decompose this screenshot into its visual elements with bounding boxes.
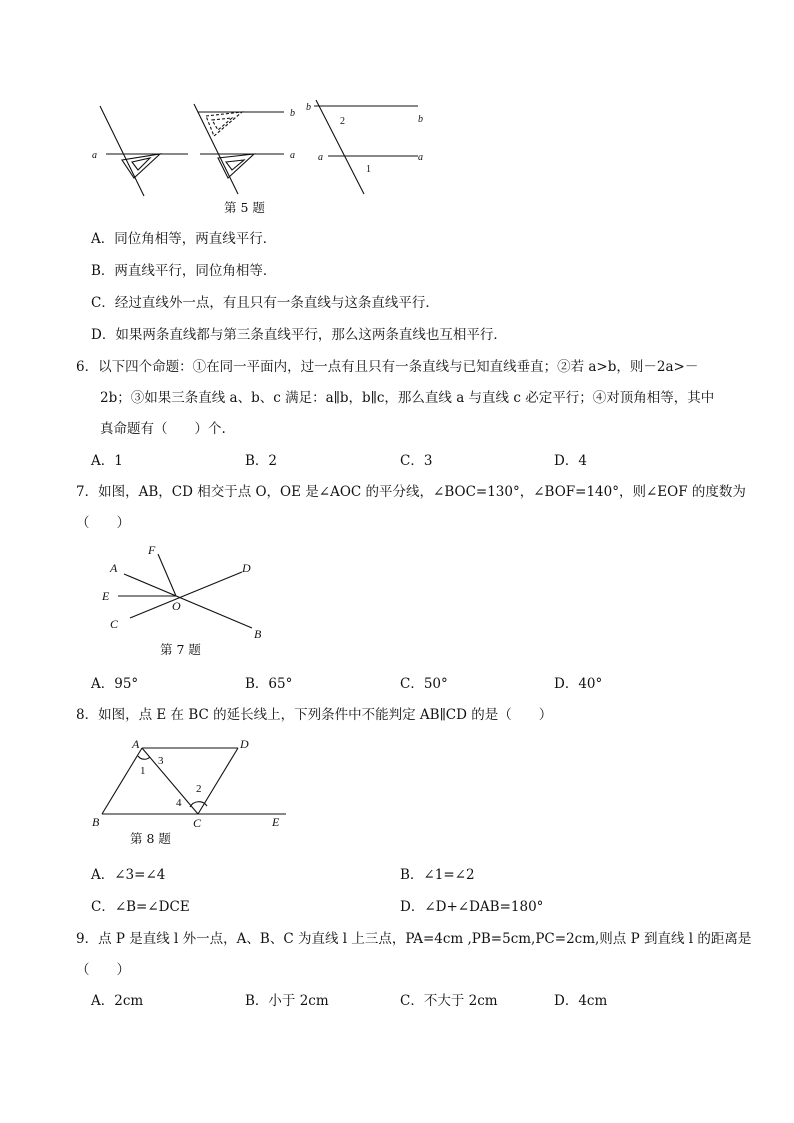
q9-stem-line-2: （ ） [76,962,130,978]
q8-label-D: D [240,737,249,751]
q7-option-d: D．40° [554,676,603,692]
q7-label-A: A [110,561,118,575]
q7-stem-line-1: 7．如图，AB，CD 相交于点 O，OE 是∠AOC 的平分线，∠BOC=130°，∠BOF=140°，则∠EOF 的度数为 [76,484,746,500]
q8-figure [88,734,294,832]
q5-label-a-3-right: a [418,152,423,163]
q7-figure [96,538,276,642]
q7-option-b: B．65° [245,676,293,692]
q5-angle-2: 2 [340,116,345,127]
q8-option-c: C．∠B=∠DCE [91,899,190,915]
q6-option-c: C．3 [400,453,433,469]
q5-label-a-1: a [92,150,97,161]
q8-figure-caption: 第 8 题 [130,831,171,846]
q5-label-b-3-right: b [418,114,423,125]
q7-label-C: C [110,617,119,631]
q5-option-a: A．同位角相等，两直线平行． [91,231,277,247]
q9-option-d: D．4cm [554,993,608,1009]
q7-label-B: B [254,627,262,641]
q8-angle-2: 2 [196,783,202,795]
q9-stem-line-1: 9．点 P 是直线 l 外一点，A、B、C 为直线 l 上三点，PA=4cm ,PB=5cm,PC=2cm,则点 P 到直线 l 的距离是 [76,931,752,947]
q7-label-O: O [172,599,181,613]
q6-option-a: A．1 [91,453,123,469]
q7-stem-line-2: （ ） [76,515,130,531]
q8-option-b: B．∠1=∠2 [400,867,475,883]
q7-option-c: C．50° [400,676,448,692]
q9-option-b: B．小于 2cm [245,993,329,1009]
q5-label-a-2: a [290,150,295,161]
q8-angle-3: 3 [158,755,164,767]
q8-label-C: C [193,816,202,830]
q6-stem-line-1: 6．以下四个命题：①在同一平面内，过一点有且只有一条直线与已知直线垂直；②若 a>b，则－2a>－ [76,359,699,375]
q6-stem-line-2: 2b；③如果三条直线 a、b、c 满足：a∥b，b∥c，那么直线 a 与直线 c 必定平行；④对顶角相等，其中 [100,390,715,406]
q7-label-D: D [242,561,251,575]
q8-label-A: A [132,737,140,751]
q5-label-b-3-left: b [306,102,311,113]
q5-option-d: D．如果两条直线都与第三条直线平行，那么这两条直线也互相平行． [91,327,507,343]
q7-label-F: F [148,543,156,557]
q8-stem-line-1: 8．如图，点 E 在 BC 的延长线上，下列条件中不能判定 AB∥CD 的是（ ） [76,707,553,723]
q5-label-b-2: b [290,108,295,119]
q8-label-B: B [92,815,100,829]
q8-option-a: A．∠3=∠4 [91,867,166,883]
q5-angle-1: 1 [366,164,371,175]
q7-option-a: A．95° [91,676,139,692]
q8-option-d: D．∠D+∠DAB=180° [400,899,544,915]
q7-figure-caption: 第 7 题 [160,642,201,657]
q5-option-b: B．两直线平行，同位角相等． [91,263,277,279]
q7-label-E: E [102,589,110,603]
q6-option-d: D．4 [554,453,587,469]
q9-option-c: C．不大于 2cm [400,993,498,1009]
q8-angle-1: 1 [140,765,146,777]
q9-option-a: A．2cm [91,993,144,1009]
q6-stem-line-3: 真命题有（ ）个. [100,421,226,437]
q5-label-a-3-left: a [318,152,323,163]
q5-figure [88,98,438,200]
q5-figure-caption: 第 5 题 [224,200,265,215]
q8-angle-4: 4 [176,797,182,809]
q6-option-b: B．2 [245,453,278,469]
q5-option-c: C．经过直线外一点，有且只有一条直线与这条直线平行． [91,295,439,311]
q8-label-E: E [272,815,280,829]
